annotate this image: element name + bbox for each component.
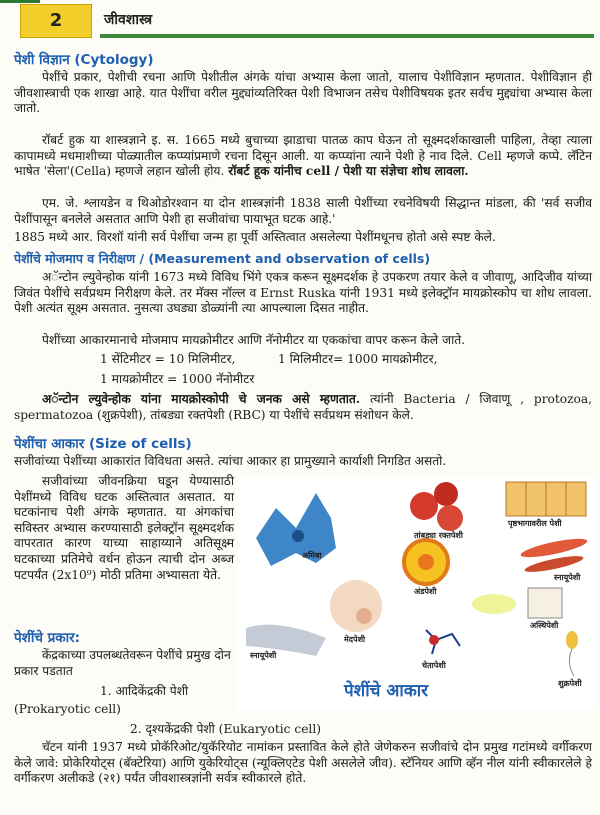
cell-shapes-figure (236, 478, 594, 710)
page-header (0, 0, 600, 40)
label-muscle: स्नायूपेशी (554, 573, 581, 582)
label-rbc: तांबड्या रक्तपेशी (414, 531, 463, 540)
cytology-p2-text: रॉबर्ट हुक या शास्त्रज्ञाने इ. स. 1665 मध्ये बुचाच्या झाडाचा पातळ काप घेऊन तो सूक्ष्मदर्शकाखाली पाहिला, तेव्हा त्याला कापामध्ये मधमाशीच्या पोळ्यातील कप्प्यांप्रमाणे रचना दिसून आली. या कप्प्यांना त्याने पेशी हे नाव दिले. Cell म्हणजे कप्पे. लॅटिन भाषेत 'सेला'(Cella) म्हणजे लहान खोली होय. (14, 133, 592, 179)
types-item-1: 1. आदिकेंद्रकी पेशी (100, 684, 189, 698)
types-paragraph-2: चॅटन यांनी 1937 मध्ये प्रोकॅरिओट/युकॅरियोट नामांकन प्रस्तावित केले होते जेणेकरुन सजीवांचे दोन प्रमुख गटांमध्ये वर्गीकरण केले जावे: प्रोकेरियोट्स (बॅक्टेरिया) आणि युकेरियोट्स (न्यूक्लिएटेड पेशी असलेले जीव). स्टॅनियर आणि व्हॅन नील यांनी स्वीकारलेले हे वर्गीकरण अलीकडे (२१) पर्यंत जीवशास्त्रज्ञांनी सर्वत्र स्वीकारले होते. (14, 740, 592, 786)
rbc-cell-2 (434, 482, 458, 506)
cytology-paragraph-2 (14, 133, 592, 180)
unit-conversion-2: 1 मिलिमीटर= 1000 मायक्रोमीटर, (278, 352, 438, 366)
types-paragraph-1: केंद्रकाच्या उपलब्धतेवरून पेशींचे प्रमुख दोन प्रकार पडतात (14, 648, 231, 678)
measurement-paragraph-2: पेशींच्या आकारमानाचे मोजमाप मायक्रोमीटर आणि नॅनोमीटर या एककांचा वापर करून केले जाते. (42, 333, 466, 347)
measurement-p3-text: त्यांनी Bacteria / जिवाणू , protozoa, spermatozoa (शुक्रपेशी), तांबड्या रक्तपेशी (RBC) या पेशींचे सर्वप्रथम संशोधन केले. (14, 392, 593, 422)
unit-conversion-1: 1 सेंटिमीटर = 10 मिलिमीटर, (100, 352, 236, 366)
figure-caption: पेशींचे आकार (344, 681, 429, 701)
rbc-cell-3 (437, 505, 463, 531)
label-epithelial: पृष्ठभागावरील पेशी (508, 519, 562, 528)
amoeba-shape (256, 493, 336, 566)
size-heading: पेशींचा आकार (Size of cells) (14, 436, 192, 452)
rbc-cell-1 (410, 492, 438, 520)
header-accent-bar (0, 0, 40, 3)
chapter-title: जीवशास्त्र (104, 12, 153, 28)
label-sperm: शुक्रपेशी (558, 679, 582, 688)
types-heading: पेशींचे प्रकार: (14, 630, 81, 646)
cytology-paragraph-4: 1885 मध्ये आर. विरशॉ यांनी सर्व पेशींचा जन्म हा पूर्वी अस्तित्वात असलेल्या पेशींमधूनच होतो असे स्पष्ट केले. (14, 230, 496, 244)
page-number: 2 (20, 4, 92, 38)
measurement-paragraph-3 (14, 392, 592, 423)
bone-cell (528, 588, 562, 618)
size-paragraph-1: सजीवांच्या पेशींच्या आकारांत विविधता असते. त्यांचा आकार हा प्रामुख्याने कार्याशी निगडित असतो. (14, 454, 447, 468)
label-amoeba: अमिबा (302, 551, 322, 560)
unit-conversion-3: 1 मायक्रोमीटर = 1000 नॅनोमीटर (100, 372, 255, 386)
sperm-cell (566, 631, 578, 649)
label-egg: अंडपेशी (414, 587, 437, 596)
label-fat: मेदपेशी (344, 635, 366, 644)
cytology-p2-bold: रॉबर्ट हूक यांनीच cell / पेशी या संज्ञेचा शोध लावला. (228, 164, 469, 179)
cytology-paragraph-1: पेशींचे प्रकार, पेशीची रचना आणि पेशीतील अंगके यांचा अभ्यास केला जातो, यालाच पेशीविज्ञान म्हणतात. पेशीविज्ञान ही जीवशास्त्राची एक शाखा आहे. यात पेशींचा वरील मुद्द्यांव्यतिरिक्त पेशी विभाजन तसेच पेशीविषयक इतर सर्वच मुद्द्यांचा अभ्यास केला जातो. (14, 70, 592, 116)
fat-cell-small (472, 594, 516, 614)
measurement-heading: पेशींचे मोजमाप व निरीक्षण / (Measurement and observation of cells) (14, 251, 431, 266)
amoeba-nucleus (292, 530, 304, 542)
types-item-1-english: (Prokaryotic cell) (14, 702, 121, 716)
fat-cell (330, 580, 382, 632)
cytology-paragraph-3: एम. जे. श्लायडेन व थिओडोरश्वान या दोन शास्त्रज्ञांनी 1838 साली पेशींच्या रचनेविषयी सिद्धान्त मांडला, की 'सर्व सजीव पेशींपासून बनलेले असतात आणि पेशी हा सजीवांचा पायाभूत घटक आहे.' (14, 196, 592, 226)
header-rule (100, 34, 594, 38)
measurement-paragraph-1: अॅन्टोन ल्युवेन्होक यांनी 1673 मध्ये विविध भिंगे एकत्र करून सूक्ष्मदर्शक हे उपकरण तयार केले व जीवाणू, आदिजीव यांच्या जिवंत पेशींचे सर्वप्रथम निरीक्षण केले. तर मॅक्स नॉल्ल व Ernst Ruska यांनी 1931 मध्ये इलेक्ट्रॉन मायक्रोस्कोप चा शोध लावला. पेशी अत्यंत सूक्ष्म असतात. नुसत्या उघड्या डोळ्यांनी त्या आपल्याला दिसत नाहीत. (14, 270, 592, 316)
measurement-p3-bold: अॅन्टोन ल्युवेन्होक यांना मायक्रोस्कोपी चे जनक असे म्हणतात. (42, 392, 361, 406)
label-smooth-muscle: स्नायूपेशी (250, 651, 277, 660)
label-nerve: चेतापेशी (422, 661, 446, 670)
cytology-heading: पेशी विज्ञान (Cytology) (14, 52, 154, 68)
types-item-2: 2. दृश्यकेंद्रकी पेशी (Eukaryotic cell) (130, 722, 321, 736)
label-bone: अस्थिपेशी (530, 621, 559, 630)
size-paragraph-2: सजीवांच्या जीवनक्रिया घडून येण्यासाठी पेशींमध्ये विविध घटक अस्तित्वात असतात. या घटकांनाच पेशी अंगके म्हणतात. या अंगकांचा सविस्तर अभ्यास करण्यासाठी इलेक्ट्रॉन सूक्ष्मदर्शक वापरतात कारण याच्या साहाय्याने अतिसूक्ष्म घटकाच्या प्रतिमेचे वर्धन होऊन त्याची दोन अब्ज पटपर्यंत (2x10⁹) मोठी प्रतिमा अभ्यासता येते. (14, 474, 234, 582)
